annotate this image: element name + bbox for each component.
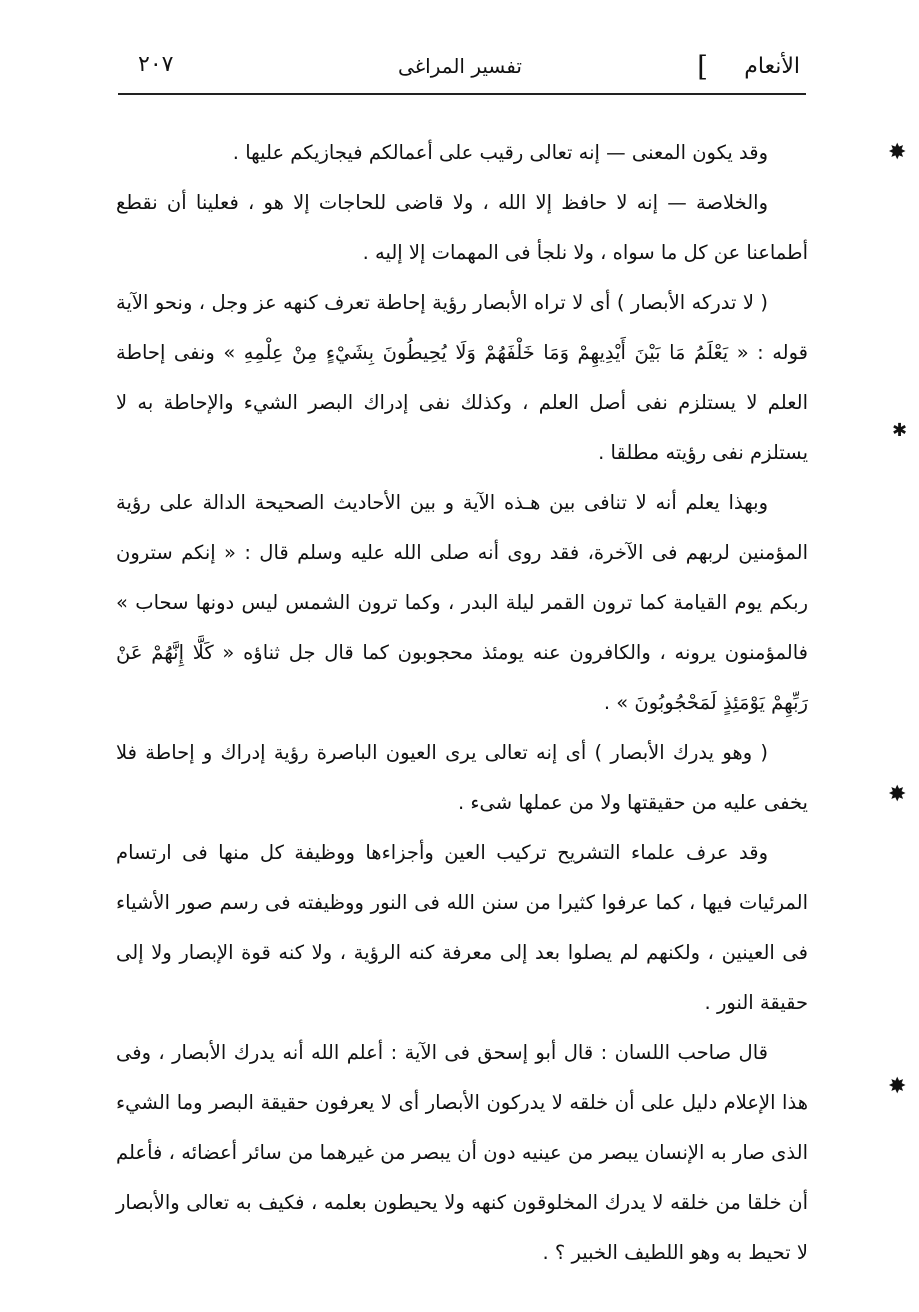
page-header — [120, 50, 800, 90]
paragraph: وقد عرف علماء التشريح تركيب العين وأجزاءها ووظيفة كل منها فى ارتسام المرئيات فيها ، كما عرفوا كثيرا من سنن الله فى النور ووظيفته فى رسم صور الأشياء فى العينين ، ولكنهم لم يصلوا بعد إلى معرفة كنه الرؤية ، ولا كنه قوة الإبصار ولا إلى حقيقة النور . — [116, 841, 808, 1014]
paragraph: والخلاصة — إنه لا حافظ إلا الله ، ولا قاضى للحاجات إلا هو ، فعلينا أن نقطع أطماعنا عن كل ما سواه ، ولا نلجأ فى المهمات إلا إليه . — [116, 191, 808, 264]
paragraph: وقد يكون المعنى — إنه تعالى رقيب على أعمالكم فيجازيكم عليها . — [232, 141, 768, 164]
margin-ink-mark: ✸ — [888, 140, 907, 165]
book-title: تفسير المراغى — [398, 54, 522, 78]
margin-ink-mark: ✸ — [888, 1074, 907, 1099]
page-number: ٢٠٧ — [138, 52, 174, 77]
paragraph: ( وهو يدرك الأبصار ) أى إنه تعالى يرى العيون الباصرة رؤية إدراك و إحاطة فلا يخفى عليه من حقيقتها ولا من عملها شىء . — [116, 741, 808, 814]
surah-name: الأنعام — [744, 54, 800, 79]
paragraph: قال صاحب اللسان : قال أبو إسحق فى الآية : أعلم الله أنه يدرك الأبصار ، وفى هذا الإعلام دليل على أن خلقه لا يدركون الأبصار أى لا يعرفون حقيقة البصر وما الشيء الذى صار به الإنسان يبصر من عينيه دون أن يبصر من غيرهما من سائر أعضائه ، فأعلم أن خلقا من خلقه لا يدرك المخلوقون كنهه ولا يحيطون بعلمه ، فكيف به تعالى والأبصار لا تحيط به وهو اللطيف الخبير ؟ . — [116, 1041, 808, 1264]
margin-ink-mark: ✱ — [892, 420, 908, 441]
header-rule — [118, 93, 806, 95]
page-body — [116, 128, 808, 1278]
paragraph: وبهذا يعلم أنه لا تنافى بين هـذه الآية و بين الأحاديث الصحيحة الدالة على رؤية المؤمنين لربهم فى الآخرة، فقد روى أنه صلى الله عليه وسلم قال : « إنكم سترون ربكم يوم القيامة كما ترون القمر ليلة البدر ، وكما ترون الشمس ليس دونها سحاب » فالمؤمنون يرونه ، والكافرون عنه يومئذ محجوبون كما قال جل ثناؤه « كَلَّا إِنَّهُمْ عَنْ رَبِّهِمْ يَوْمَئِذٍ لَمَحْجُوبُونَ » . — [116, 491, 808, 714]
margin-ink-mark: ✸ — [888, 782, 907, 807]
header-bracket: ] — [697, 50, 708, 83]
paragraph: ( لا تدركه الأبصار ) أى لا تراه الأبصار رؤية إحاطة تعرف كنهه عز وجل ، ونحو الآية قوله : « يَعْلَمُ مَا بَيْنَ أَيْدِيهِمْ وَمَا خَلْفَهُمْ وَلَا يُحِيطُونَ بِشَيْءٍ مِنْ عِلْمِهِ » ونفى إحاطة العلم لا يستلزم نفى أصل العلم ، وكذلك نفى إدراك البصر الشيء والإحاطة به لا يستلزم نفى رؤيته مطلقا . — [116, 291, 808, 464]
